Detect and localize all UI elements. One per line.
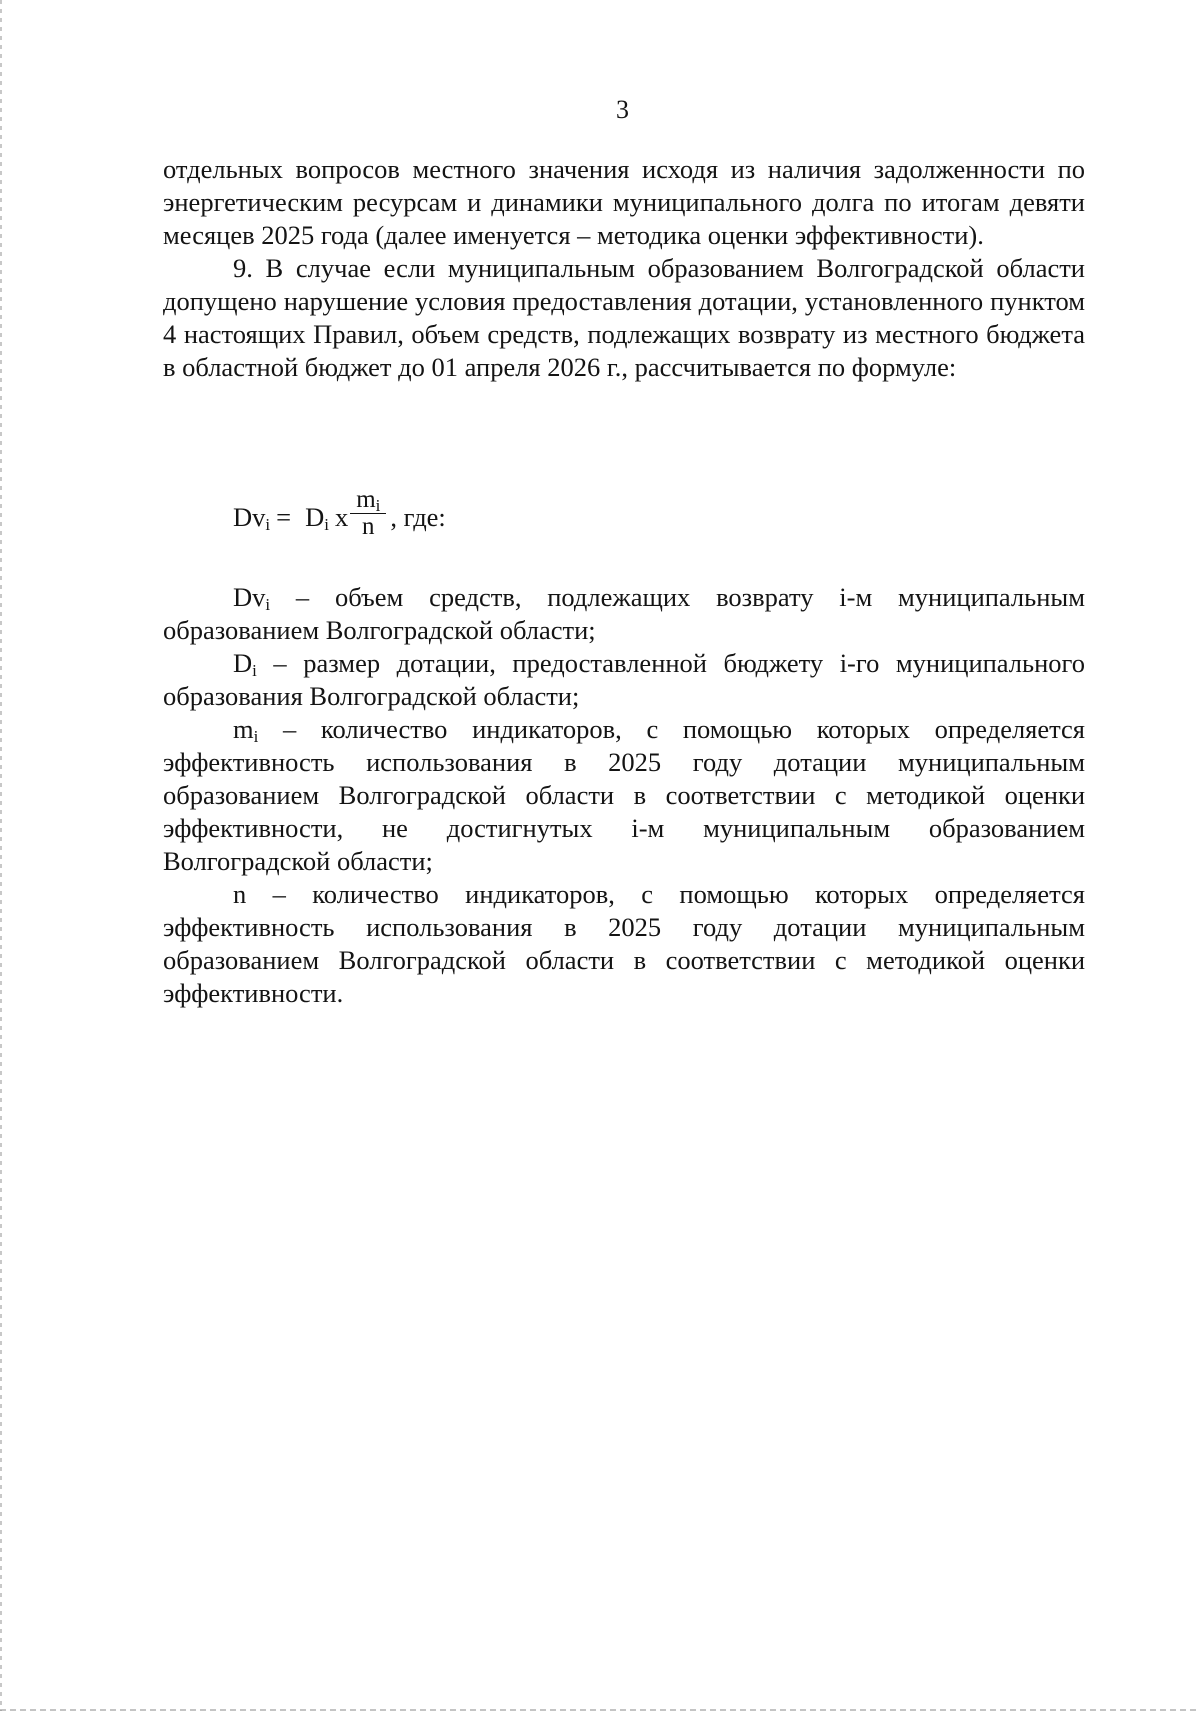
formula-lhs: $Dv_i$ (233, 502, 271, 534)
definition-dv: $Dv_i$ – объем средств, подлежащих возврату i-м муниципальным образованием Волгоградской области; (163, 582, 1085, 645)
body-text-top (163, 153, 1085, 384)
formula (233, 486, 446, 544)
definition-n: n – количество индикаторов, с помощью которых определяется эффективность использования в 2025 году дотации муниципальным образованием Волгоградской области в соответствии с методикой оценки эффективности. (163, 879, 1085, 1008)
formula-equals: = (276, 502, 292, 532)
formula-d: $D_i$ (305, 502, 329, 534)
fraction-numerator: $m_i$ (350, 487, 386, 514)
formula-fraction (350, 487, 386, 540)
paragraph-continuation: отдельных вопросов местного значения исходя из наличия задолженности по энергетическим ресурсам и динамики муниципального долга по итогам девяти месяцев 2025 года (далее именуется – методика оценки эффективности). (163, 154, 1085, 250)
definitions-block (163, 581, 1085, 1010)
paragraph-item-9: 9. В случае если муниципальным образованием Волгоградской области допущено нарушение условия предоставления дотации, установленного пунктом 4 настоящих Правил, объем средств, подлежащих возврату из местного бюджета в областной бюджет до 01 апреля 2026 г., рассчитывается по формуле: (163, 253, 1085, 382)
definition-m: $m_i$ – количество индикаторов, с помощью которых определяется эффективность использования в 2025 году дотации муниципальным образованием Волгоградской области в соответствии с методикой оценки эффективности, не достигнутых i-м муниципальным образованием Волгоградской области; (163, 714, 1085, 876)
formula-suffix: , где: (390, 502, 446, 532)
fraction-denominator: n (362, 513, 375, 540)
formula-times: x (334, 502, 349, 532)
page-number: 3 (616, 95, 629, 124)
scan-edge-left (0, 0, 2, 1711)
definition-d: $D_i$ – размер дотации, предоставленной бюджету i-го муниципального образования Волгоградской области; (163, 648, 1085, 711)
